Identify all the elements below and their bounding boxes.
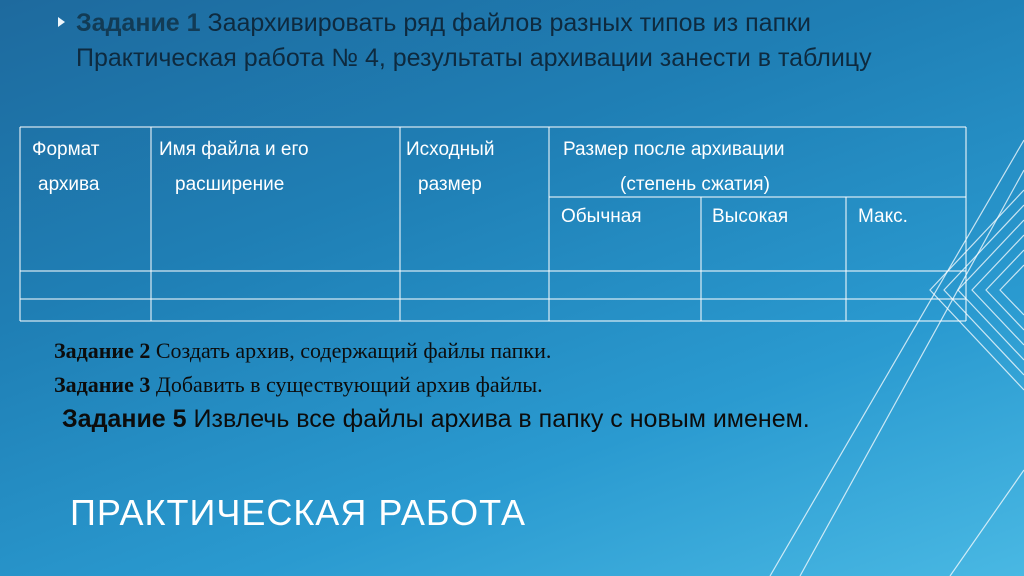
task-2-label: Задание 2 <box>54 338 151 363</box>
subheader-max: Макс. <box>858 206 908 227</box>
header-archived-size: Размер после архивации <box>563 139 785 160</box>
task-5 <box>54 402 934 437</box>
subheader-normal: Обычная <box>561 206 642 227</box>
task-1-text: Заархивировать ряд файлов разных типов из папки Практическая работа № 4, результаты архивации занести в таблицу <box>76 9 872 72</box>
subheader-high: Высокая <box>712 206 789 227</box>
header-original-size-line1: Исходный <box>406 139 495 160</box>
task-3-text: Добавить в существующий архив файлы. <box>150 372 543 397</box>
task-2-text: Создать архив, содержащий файлы папки. <box>150 338 552 363</box>
header-original-size-line2: размер <box>418 174 482 195</box>
task-5-text: Извлечь все файлы архива в папку с новым именем. <box>186 405 810 433</box>
header-format-line2: архива <box>38 174 100 195</box>
slide-title: ПРАКТИЧЕСКАЯ РАБОТА <box>70 492 526 533</box>
header-filename-line2: расширение <box>175 174 285 195</box>
tasks-block <box>54 335 934 437</box>
header-filename-line1: Имя файла и его <box>159 139 309 160</box>
task-5-label: Задание 5 <box>62 405 187 433</box>
task-2 <box>54 335 934 367</box>
task-3 <box>54 369 934 401</box>
header-format-line1: Формат <box>32 139 100 160</box>
task-1-label: Задание 1 <box>76 9 201 37</box>
header-compression-ratio: (степень сжатия) <box>620 174 770 195</box>
task-3-label: Задание 3 <box>54 372 151 397</box>
